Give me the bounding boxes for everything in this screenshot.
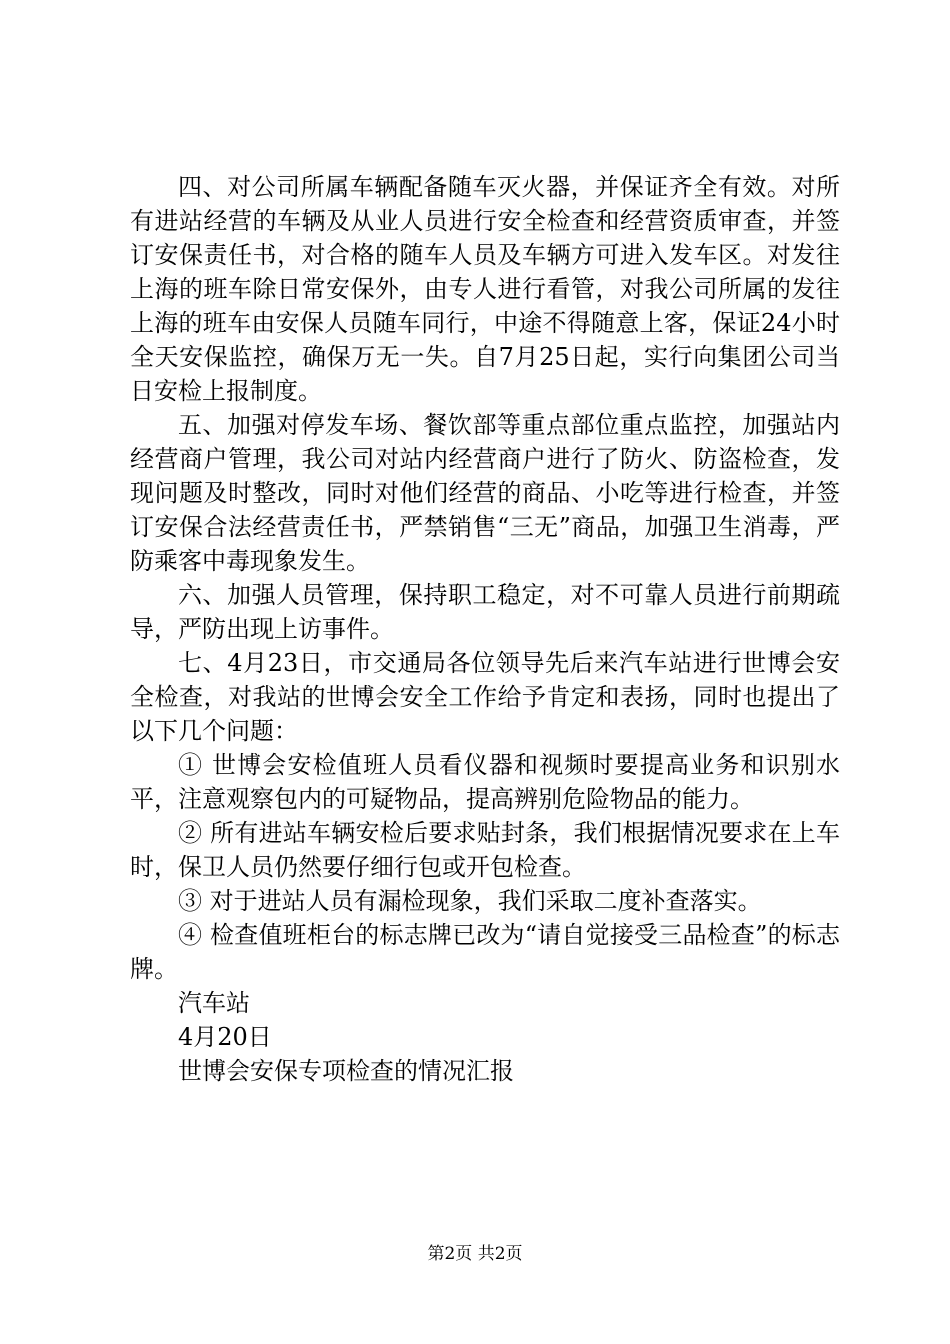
- paragraph-item-5: 五、加强对停发车场、餐饮部等重点部位重点监控，加强站内经营商户管理，我公司对站内经营商户进行了防火、防盗检查，发现问题及时整改，同时对他们经营的商品、小吃等进行检查，并签订安保合法经营责任书，严禁销售“三无”商品，加强卫生消毒，严防乘客中毒现象发生。: [130, 411, 840, 575]
- page-footer: 第2页 共2页: [427, 1244, 523, 1264]
- paragraph-item-4: 四、对公司所属车辆配备随车灭火器，并保证齐全有效。对所有进站经营的车辆及从业人员进行安全检查和经营资质审查，并签订安保责任书，对合格的随车人员及车辆方可进入发车区。对发往上海的班车除日常安保外，由专人进行看管，对我公司所属的发往上海的班车由安保人员随车同行，中途不得随意上客，保证24小时全天安保监控，确保万无一失。自7月25日起，实行向集团公司当日安检上报制度。: [130, 173, 840, 405]
- issue-item-2: ② 所有进站车辆安检后要求贴封条，我们根据情况要求在上车时，保卫人员仍然要仔细行包或开包检查。: [130, 819, 840, 881]
- issue-item-1: ① 世博会安检值班人员看仪器和视频时要提高业务和识别水平，注意观察包内的可疑物品，提高辨别危险物品的能力。: [130, 751, 840, 813]
- paragraph-item-6: 六、加强人员管理，保持职工稳定，对不可靠人员进行前期疏导，严防出现上访事件。: [130, 581, 840, 643]
- issue-item-4: ④ 检查值班柜台的标志牌已改为“请自觉接受三品检查”的标志牌。: [130, 921, 840, 983]
- paragraph-item-7: 七、4月23日，市交通局各位领导先后来汽车站进行世博会安全检查，对我站的世博会安全工作给予肯定和表扬，同时也提出了以下几个问题：: [130, 649, 840, 745]
- date: 4月20日: [178, 1023, 272, 1051]
- document-body: [130, 170, 840, 1088]
- issue-item-3: ③ 对于进站人员有漏检现象，我们采取二度补查落实。: [178, 887, 762, 915]
- signature: 汽车站: [178, 989, 250, 1017]
- closing-title: 世博会安保专项检查的情况汇报: [178, 1057, 514, 1085]
